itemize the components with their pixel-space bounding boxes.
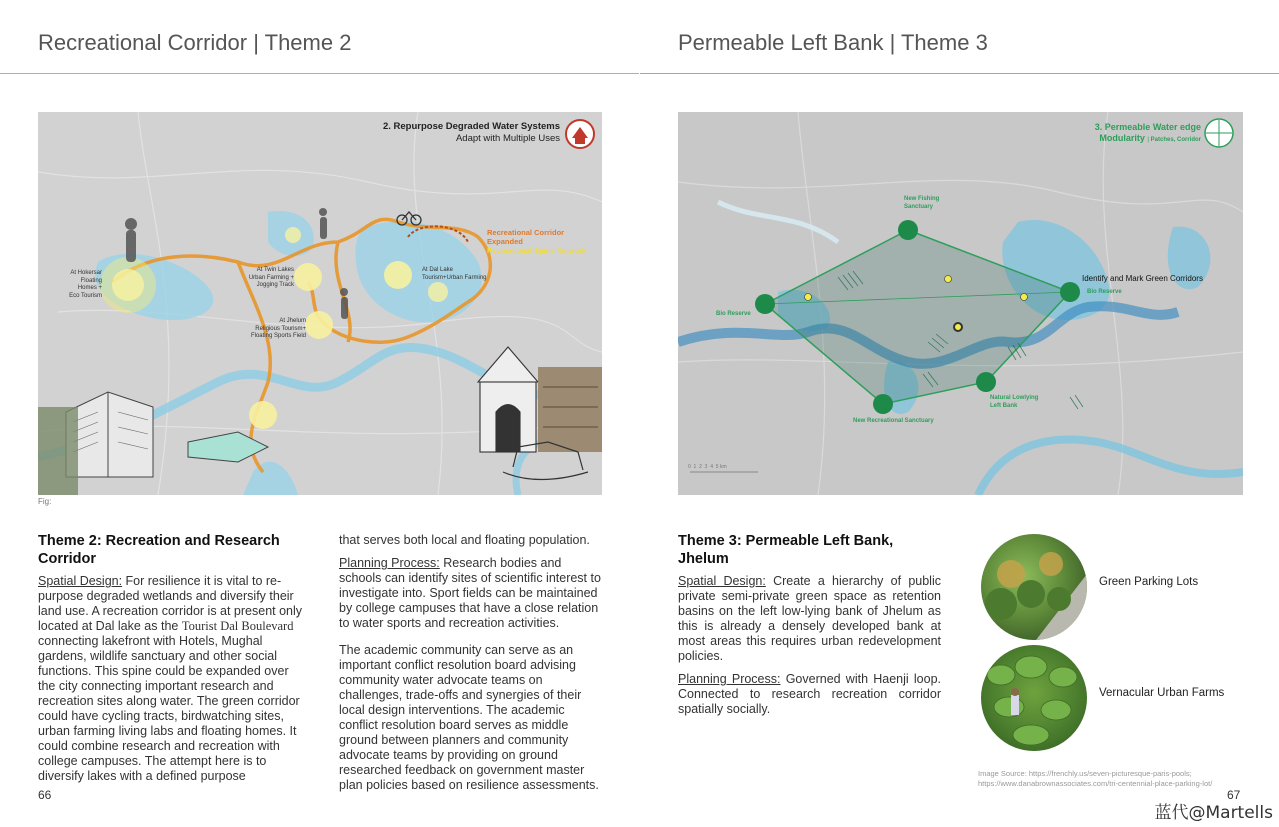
label-new-recreational: New Recreational Sanctuary — [853, 418, 934, 424]
left-page-title: Recreational Corridor | Theme 2 — [38, 30, 352, 55]
spatial-design-label-right: Spatial Design: — [678, 574, 766, 588]
label-new-fishing: New Fishing Sanctuary — [904, 196, 940, 210]
theme3-spatial-paragraph: Spatial Design: Create a hierarchy of public private semi-private green space as retention basins on the left low-lying bank of Jhelum as this is already a densely developed bank at most areas this requires urban redevelopment policies. — [678, 574, 941, 663]
theme3-planning-paragraph: Planning Process: Governed with Haenji loop. Connected to research recreation corridor spatially socially. — [678, 672, 941, 716]
legend-title: Recreational Corridor Expanded — [487, 228, 565, 246]
planning-process-label-right: Planning Process: — [678, 672, 781, 686]
recreation-map-graphic — [38, 112, 602, 495]
label-bio-reserve-right: Bio Reserve — [1087, 289, 1122, 295]
theme2-heading: Theme 2: Recreation and Research Corridor — [38, 533, 280, 567]
map-title-block-right: 3. Permeable Water edge Modularity | Patches, Corridor — [1094, 122, 1201, 143]
theme3-heading: Theme 3: Permeable Left Bank, Jhelum — [678, 533, 894, 567]
planning-process-label: Planning Process: — [339, 556, 440, 570]
tourist-dal-boulevard: Tourist Dal Boulevard — [181, 619, 294, 633]
map-title-block — [383, 121, 560, 145]
map-legend — [487, 228, 587, 255]
image-source: Image Source: https://frenchly.us/seven-picturesque-paris-pools; https://www.danabrownassociates.com/tri-centennial-place-parking-lot/ — [978, 769, 1213, 788]
theme2-planning-paragraph: Planning Process: Research bodies and schools can identify sites of scientific interest to investigate into. Sport fields can be maintained by college campuses that have a close relation to water sports and recreation activities. — [339, 556, 601, 630]
urban-farms-image — [981, 645, 1087, 751]
permeable-map-graphic — [678, 112, 1243, 495]
right-page-title: Permeable Left Bank | Theme 3 — [678, 30, 988, 55]
permeable-left-bank-map — [678, 112, 1243, 495]
map-title-patches: Patches, Corridor — [1150, 137, 1201, 143]
page-number-right: 67 — [1227, 788, 1241, 802]
label-identify-corridors: Identify and Mark Green Corridors — [1082, 274, 1203, 283]
label-jhelum: At Jhelum Religious Tourism+ Floating Sports Field — [250, 318, 306, 339]
map-subtitle: Adapt with Multiple Uses — [455, 133, 560, 144]
green-parking-image — [981, 534, 1087, 640]
urban-farms-label: Vernacular Urban Farms — [1099, 687, 1225, 699]
watermark: 蓝代@Martells — [1154, 803, 1273, 823]
label-natural-lowlying: Natural Lowlying Left Bank — [990, 395, 1039, 409]
map-title-right: 3. Permeable Water edge — [1094, 122, 1201, 132]
urban-farms-photo — [981, 645, 1087, 751]
page-number-left: 66 — [38, 788, 52, 802]
label-hokersar: At Hokersar Floating Homes + Eco Tourism — [69, 270, 102, 299]
right-header-divider — [640, 73, 1279, 74]
green-parking-photo — [981, 534, 1087, 640]
left-header-divider — [0, 73, 639, 74]
label-twin-lakes: At Twin Lakes Urban Farming + Jogging Track — [248, 267, 294, 288]
legend-subtitle: Recreational Spine Network — [487, 246, 587, 255]
theme2-spatial-paragraph: Spatial Design: For resilience it is vital to re-purpose degraded wetlands and diversify their land use. A recreation corridor is at present only located at Dal lake as the Tourist Dal Boulevard connecting lakefront with Hotels, Mughal gardens, wildlife sanctuary and other social functions. This spine could be expanded over the city connecting important research and recreation sites along water. The green corridor could have cycling tracts, birdwatching sites, urban farming living labs and floating homes. It could combine research and recreation with college campuses. The attempt here is to diversify lakes with a defined purpose — [38, 574, 303, 783]
spatial-design-label: Spatial Design: — [38, 574, 123, 588]
right-column-1 — [678, 532, 941, 717]
continuation-text: that serves both local and floating population. — [339, 533, 590, 547]
left-column-1 — [38, 532, 306, 784]
label-dal-lake: At Dal Lake Tourism+Urban Farming — [422, 267, 487, 281]
academic-community-paragraph: The academic community can serve as an important conflict resolution board advising community water advocate teams on challenges, trade-offs and synergies of their local design interventions. The academic conflict resolution board serves as middle ground between planners and community advocate teams by providing on ground researched feedback on government master plan policies based on resilience assessments. — [339, 643, 599, 792]
left-column-2 — [339, 533, 604, 793]
recreation-corridor-map — [38, 112, 602, 495]
label-bio-reserve-left: Bio Reserve — [716, 311, 751, 317]
map-title: 2. Repurpose Degraded Water Systems — [382, 121, 560, 132]
map-title-modularity: Modularity — [1099, 133, 1145, 143]
scale-bar-label: 0 1 2 3 4 5 km — [688, 464, 727, 470]
green-parking-label: Green Parking Lots — [1099, 576, 1199, 588]
figure-label: Fig: — [38, 497, 52, 506]
